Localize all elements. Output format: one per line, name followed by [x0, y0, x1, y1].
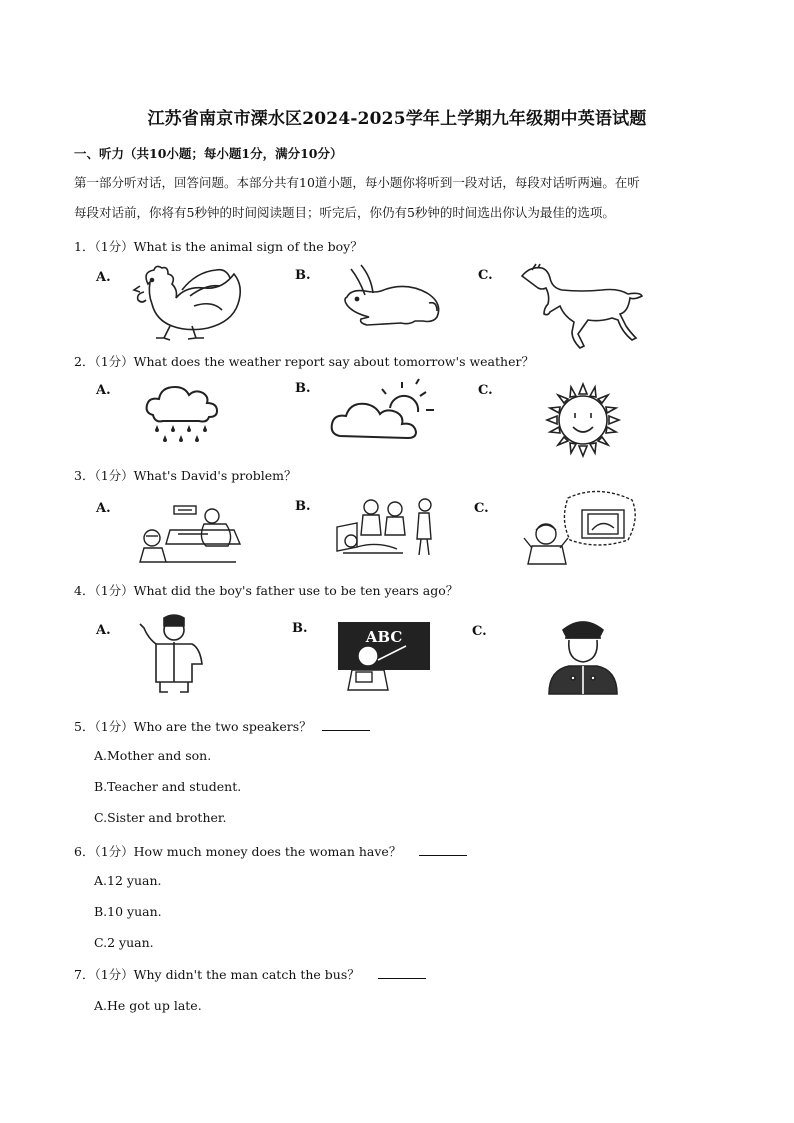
rain-cloud-icon[interactable] — [143, 383, 231, 445]
question-6-text: 6．（1分）How much money does the woman have？ — [74, 844, 402, 859]
policeman-icon[interactable] — [543, 616, 623, 696]
q7-option-a[interactable]: A.He got up late. — [94, 998, 202, 1013]
answer-blank-5[interactable] — [322, 718, 370, 731]
answer-blank-7[interactable] — [378, 966, 426, 979]
question-1: 1．（1分）What is the animal sign of the boy？ — [74, 239, 363, 254]
q3-option-b-label[interactable]: B. — [295, 499, 311, 514]
people-talking-icon[interactable] — [333, 493, 443, 563]
question-5 — [74, 717, 370, 735]
q1-option-c-label[interactable]: C. — [478, 268, 493, 283]
q4-option-a-label[interactable]: A. — [96, 623, 111, 638]
q2-option-c-label[interactable]: C. — [478, 383, 493, 398]
blackboard-text: ABC — [365, 628, 403, 646]
question-7 — [74, 965, 426, 983]
q1-option-b-label[interactable]: B. — [295, 268, 311, 283]
question-5-text: 5．（1分）Who are the two speakers？ — [74, 719, 312, 734]
intro-line-1: 第一部分听对话，回答问题。本部分共有10道小题，每小题你将听到一段对话，每段对话听两遍。在听 — [74, 175, 640, 190]
rabbit-icon[interactable] — [333, 263, 448, 328]
question-4: 4．（1分）What did the boy's father use to be ten years ago？ — [74, 583, 459, 598]
q2-option-a-label[interactable]: A. — [96, 383, 111, 398]
question-3: 3．（1分）What's David's problem？ — [74, 468, 297, 483]
question-2: 2．（1分）What does the weather report say about tomorrow's weather？ — [74, 354, 534, 369]
boy-watching-tv-icon[interactable] — [518, 490, 643, 566]
q3-option-c-label[interactable]: C. — [474, 501, 489, 516]
q6-option-c[interactable]: C.2 yuan. — [94, 935, 154, 950]
doctor-icon[interactable] — [136, 612, 211, 694]
teacher-icon[interactable] — [338, 620, 432, 692]
q6-option-b[interactable]: B.10 yuan. — [94, 904, 162, 919]
q6-option-a[interactable]: A.12 yuan. — [94, 873, 162, 888]
section-heading: 一、听力（共10小题；每小题1分，满分10分） — [74, 146, 343, 161]
boy-at-desk-icon[interactable] — [130, 500, 245, 568]
q4-option-c-label[interactable]: C. — [472, 624, 487, 639]
partly-cloudy-icon[interactable] — [330, 382, 442, 442]
sun-icon[interactable] — [543, 380, 623, 460]
q5-option-b[interactable]: B.Teacher and student. — [94, 779, 242, 794]
rooster-icon[interactable] — [130, 262, 245, 340]
q4-option-b-label[interactable]: B. — [292, 621, 308, 636]
q1-option-a-label[interactable]: A. — [96, 270, 111, 285]
question-6 — [74, 842, 467, 860]
q2-option-b-label[interactable]: B. — [295, 381, 311, 396]
intro-line-2: 每段对话前，你将有5秒钟的时间阅读题目；听完后，你仍有5秒钟的时间选出你认为最佳的选项。 — [74, 205, 615, 220]
horse-icon[interactable] — [518, 264, 643, 340]
q5-option-c[interactable]: C.Sister and brother. — [94, 810, 227, 825]
question-7-text: 7．（1分）Why didn't the man catch the bus？ — [74, 967, 360, 982]
page-title: 江苏省南京市溧水区2024-2025学年上学期九年级期中英语试题 — [147, 109, 647, 129]
q5-option-a[interactable]: A.Mother and son. — [94, 748, 212, 763]
q3-option-a-label[interactable]: A. — [96, 501, 111, 516]
answer-blank-6[interactable] — [419, 843, 467, 856]
